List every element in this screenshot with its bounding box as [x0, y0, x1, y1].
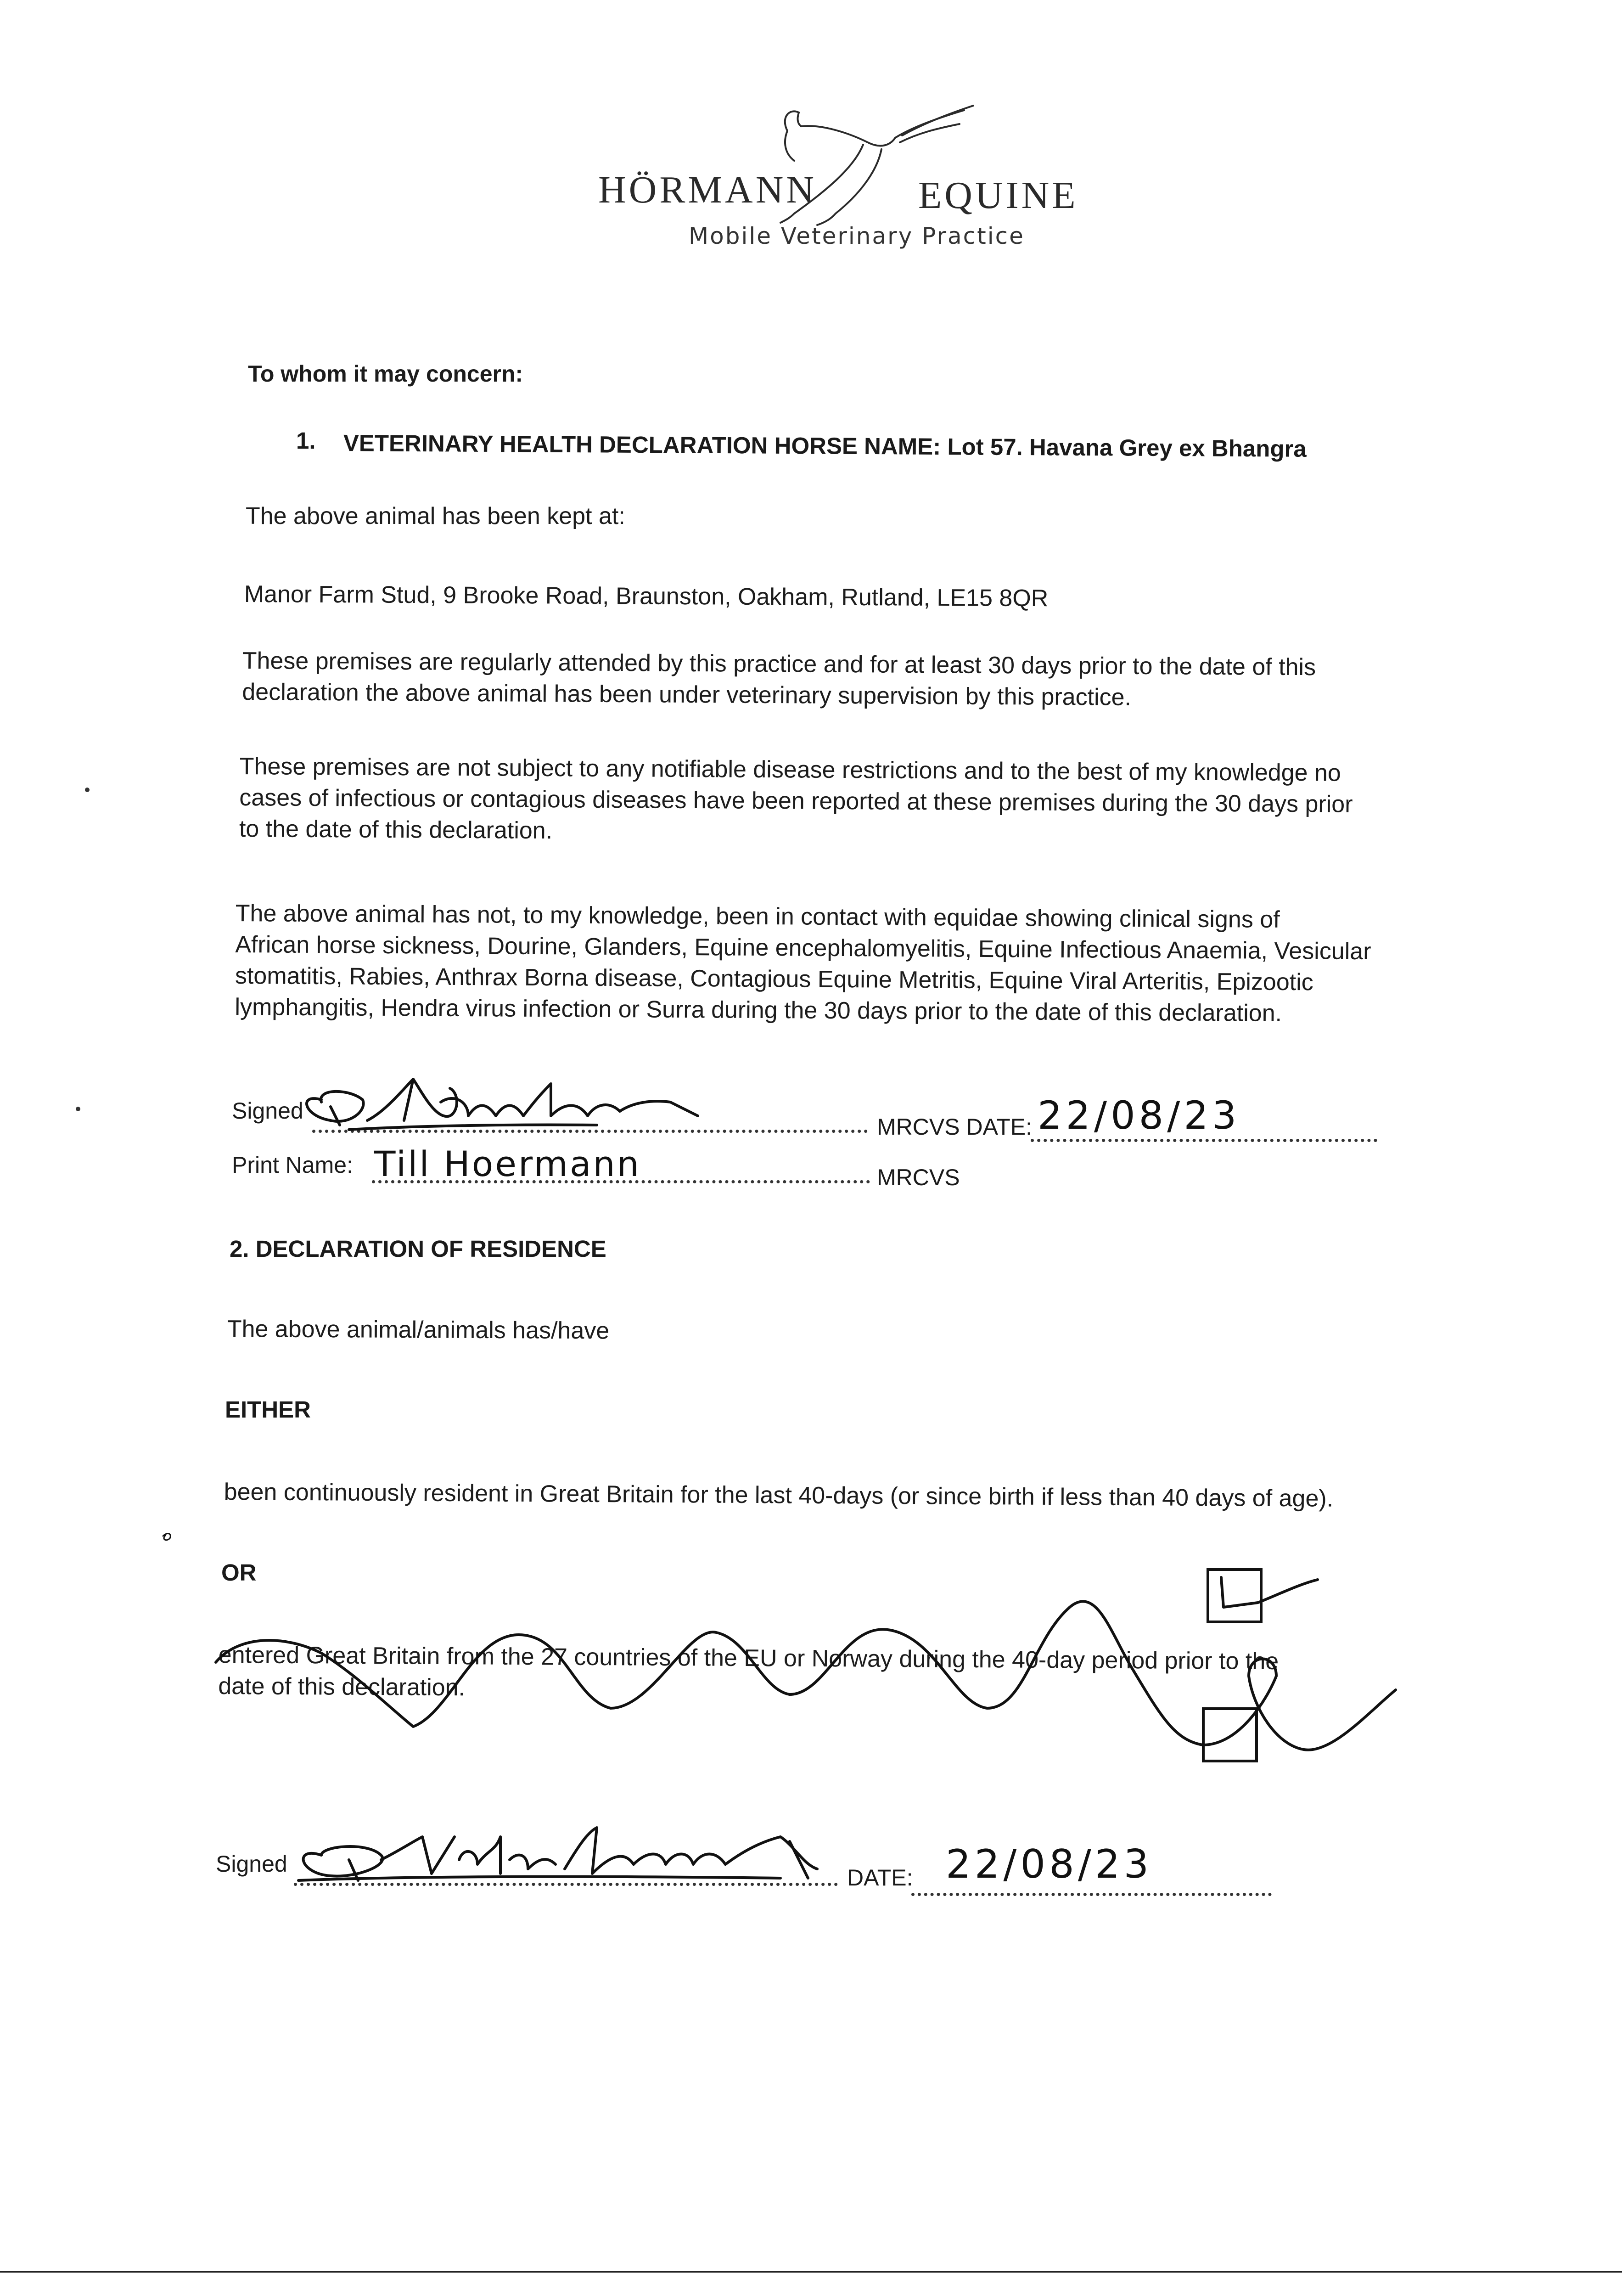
section2-date-line	[911, 1893, 1272, 1896]
para3-line3: stomatitis, Rabies, Anthrax Borna disease, Contagious Equine Metritis, Equine Viral Arteritis, Epizootic	[235, 962, 1313, 996]
brand-subtitle: Mobile Veterinary Practice	[689, 223, 1025, 249]
section2-signed-label: Signed	[216, 1851, 287, 1877]
salutation: To whom it may concern:	[248, 361, 523, 387]
section1-signed-label: Signed	[232, 1098, 303, 1124]
para3-line4: lymphangitis, Hendra virus infection or Surra during the 30 days prior to the date of this declaration.	[235, 993, 1282, 1027]
section1-date-value: 22/08/23	[1038, 1093, 1240, 1138]
print-name-label: Print Name:	[232, 1152, 353, 1178]
footer-rule	[0, 2271, 1622, 2273]
section1-title: VETERINARY HEALTH DECLARATION HORSE NAME: Lot 57. Havana Grey ex Bhangra	[343, 430, 1307, 462]
section2-signature-icon	[298, 1828, 817, 1880]
mrcvs-date-label: MRCVS DATE:	[877, 1114, 1032, 1140]
kept-at-label: The above animal has been kept at:	[246, 503, 625, 529]
brand-name-right: EQUINE	[918, 174, 1078, 217]
option2-line2: date of this declaration.	[218, 1672, 466, 1701]
option2-line1: entered Great Britain from the 27 countries of the EU or Norway during the 40-day period prior to the	[218, 1641, 1279, 1675]
supervision-paragraph	[242, 643, 1316, 716]
para1-line1: These premises are regularly attended by this practice and for at least 30 days prior to the date of this	[242, 647, 1316, 681]
para3-line1: The above animal has not, to my knowledge, been in contact with equidae showing clinical signs of	[235, 900, 1280, 933]
section2-signature-line	[294, 1883, 838, 1886]
contact-paragraph	[235, 895, 1371, 1032]
para2-line3: to the date of this declaration.	[239, 815, 553, 844]
signature-line	[312, 1130, 868, 1133]
section2-intro: The above animal/animals has/have	[227, 1315, 610, 1345]
para2-line2: cases of infectious or contagious diseases have been reported at these premises during the 30 days prior	[239, 784, 1353, 818]
brand-name-left: HÖRMANN	[598, 169, 817, 211]
residence-option-2	[218, 1637, 1279, 1711]
section2-date-label: DATE:	[847, 1865, 913, 1891]
section2-date-value: 22/08/23	[946, 1841, 1153, 1887]
premises-address: Manor Farm Stud, 9 Brooke Road, Braunston, Oakham, Rutland, LE15 8QR	[244, 580, 1049, 612]
either-label: EITHER	[225, 1396, 311, 1423]
para3-line2: African horse sickness, Dourine, Glanders, Equine encephalomyelitis, Equine Infectious Anaemia, Vesicular	[235, 931, 1371, 965]
section1-number: 1.	[296, 428, 316, 454]
mrcvs-label: MRCVS	[877, 1165, 960, 1190]
para1-line2: declaration the above animal has been under veterinary supervision by this practice.	[242, 678, 1132, 711]
section2-title: 2. DECLARATION OF RESIDENCE	[230, 1236, 606, 1262]
or-label: OR	[221, 1559, 257, 1586]
date-line	[1031, 1139, 1377, 1142]
option-1-checkbox[interactable]	[1207, 1568, 1263, 1623]
print-name-value: Till Hoermann	[374, 1143, 641, 1184]
option-2-checkbox[interactable]	[1202, 1707, 1258, 1762]
para2-line1: These premises are not subject to any notifiable disease restrictions and to the best of my knowledge no	[239, 753, 1341, 787]
residence-option-1: been continuously resident in Great Britain for the last 40-days (or since birth if less than 40 days of age).	[224, 1478, 1334, 1512]
section1-signature-icon	[307, 1079, 698, 1130]
restrictions-paragraph	[239, 748, 1353, 854]
